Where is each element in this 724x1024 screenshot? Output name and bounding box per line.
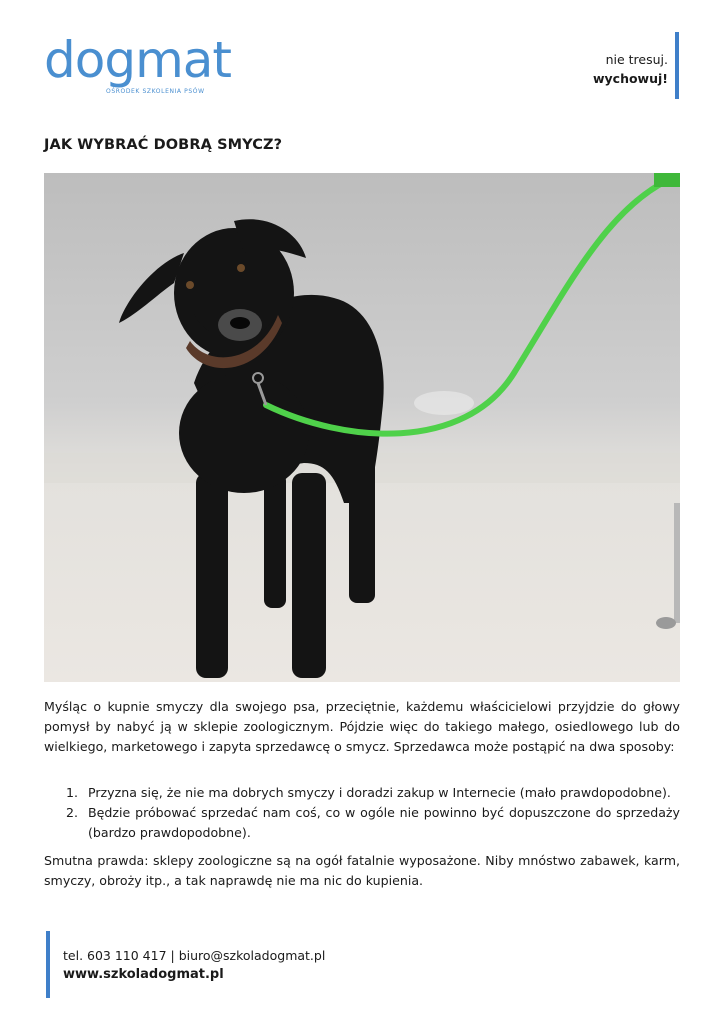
dog-photo [44,173,680,682]
tagline [593,50,668,88]
tagline-line-1: nie tresuj. [605,52,668,67]
tagline-line-2: wychowuj! [592,71,668,86]
footer-accent-bar [46,931,50,998]
logo-wordmark: dogmat [44,31,232,89]
footer [63,946,325,984]
footer-website-link[interactable]: www.szkoladogmat.pl [63,967,224,982]
list-item [44,803,680,843]
list-text: Przyzna się, że nie ma dobrych smyczy i doradzi zakup w Internecie (mało prawdopodobne). [88,785,671,800]
paragraph-conclusion: Smutna prawda: sklepy zoologiczne są na ogół fatalnie wyposażone. Niby mnóstwo zabawek, karm, smyczy, obroży itp., a tak naprawdę nie ma nic do kupienia. [44,853,680,888]
article-title: JAK WYBRAĆ DOBRĄ SMYCZ? [44,137,283,153]
list-number: 1. [66,785,79,800]
paragraph-intro: Myśląc o kupnie smyczy dla swojego psa, przeciętnie, każdemu właścicielowi przyjdzie do głowy pomysł by nabyć ją w sklepie zoologicznym. Pójdzie więc do takiego małego, osiedlowego lub do wielkiego, marketowego i zapyta sprzedawcę o smycz. Sprzedawca może postąpić na dwa sposoby: [44,699,680,754]
list-text: Będzie próbować sprzedać nam coś, co w ogóle nie powinno być dopuszczone do sprzedaży (bardzo prawdopodobne). [88,805,680,840]
logo-subtitle: OŚRODEK SZKOLENIA PSÓW [106,88,205,95]
list-item [44,783,680,803]
brand-logo [44,31,232,98]
header-accent-bar [675,32,679,99]
seller-options-list [44,783,680,843]
list-number: 2. [66,805,79,820]
footer-contact[interactable]: tel. 603 110 417 | biuro@szkoladogmat.pl [63,948,326,963]
